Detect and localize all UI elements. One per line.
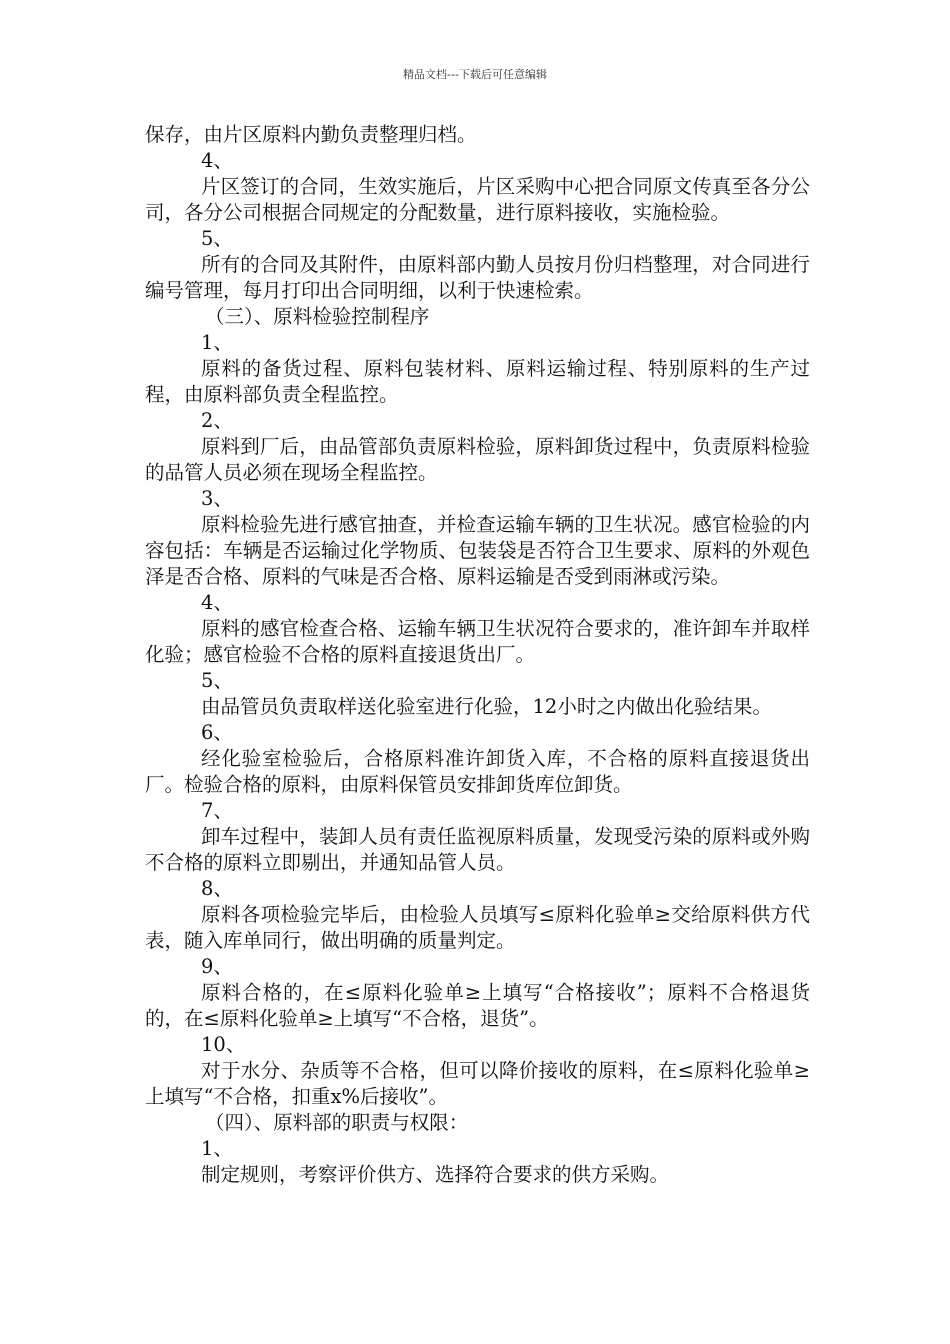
paragraph: 原料到厂后，由品管部负责原料检验，原料卸货过程中，负责原料检验的品管人员必须在现场全程监控。 xyxy=(145,435,810,484)
paragraph: 原料的备货过程、原料包装材料、原料运输过程、特别原料的生产过程，由原料部负责全程监控。 xyxy=(145,357,810,406)
paragraph: 片区签订的合同，生效实施后，片区采购中心把合同原文传真至各分公司，各分公司根据合同规定的分配数量，进行原料接收，实施检验。 xyxy=(145,175,810,224)
item-number: 2、 xyxy=(201,409,233,432)
item-number: 4、 xyxy=(201,591,233,614)
item-number: 10、 xyxy=(201,1033,246,1056)
paragraph: 对于水分、杂质等不合格，但可以降价接收的原料，在≤原料化验单≥上填写“不合格，扣重x%后接收”。 xyxy=(145,1059,810,1108)
paragraph: 卸车过程中，装卸人员有责任监视原料质量，发现受污染的原料或外购不合格的原料立即剔出，并通知品管人员。 xyxy=(145,825,810,874)
item-number: 4、 xyxy=(201,149,233,172)
item-number: 5、 xyxy=(201,227,233,250)
item-number: 7、 xyxy=(201,799,233,822)
section-heading: （四）、原料部的职责与权限： xyxy=(205,1111,469,1134)
paragraph: 所有的合同及其附件，由原料部内勤人员按月份归档整理，对合同进行编号管理，每月打印出合同明细，以利于快速检索。 xyxy=(145,253,810,302)
paragraph: 原料的感官检查合格、运输车辆卫生状况符合要求的，准许卸车并取样化验；感官检验不合格的原料直接退货出厂。 xyxy=(145,617,810,666)
item-number: 3、 xyxy=(201,487,233,510)
paragraph: 原料各项检验完毕后，由检验人员填写≤原料化验单≥交给原料供方代表，随入库单同行，做出明确的质量判定。 xyxy=(145,903,810,952)
item-number: 1、 xyxy=(201,1137,233,1160)
item-number: 1、 xyxy=(201,331,233,354)
paragraph: 经化验室检验后，合格原料准许卸货入库，不合格的原料直接退货出厂。检验合格的原料，由原料保管员安排卸货库位卸货。 xyxy=(145,747,810,796)
paragraph: 原料检验先进行感官抽查，并检查运输车辆的卫生状况。感官检验的内容包括：车辆是否运输过化学物质、包装袋是否符合卫生要求、原料的外观色泽是否合格、原料的气味是否合格、原料运输是否受到雨淋或污染。 xyxy=(145,513,810,588)
continued-text: 保存，由片区原料内勤负责整理归档。 xyxy=(145,123,477,146)
item-number: 5、 xyxy=(201,669,233,692)
item-number: 6、 xyxy=(201,721,233,744)
document-body xyxy=(145,122,810,1188)
item-number: 9、 xyxy=(201,955,233,978)
paragraph: 由品管员负责取样送化验室进行化验，12小时之内做出化验结果。 xyxy=(201,695,772,718)
paragraph: 原料合格的，在≤原料化验单≥上填写“合格接收”；原料不合格退货的，在≤原料化验单≥上填写“不合格，退货”。 xyxy=(145,981,810,1030)
section-heading: （三）、原料检验控制程序 xyxy=(205,305,430,328)
item-number: 8、 xyxy=(201,877,233,900)
paragraph: 制定规则，考察评价供方、选择符合要求的供方采购。 xyxy=(201,1163,670,1186)
page-header: 精品文档---下载后可任意编辑 xyxy=(403,68,547,81)
